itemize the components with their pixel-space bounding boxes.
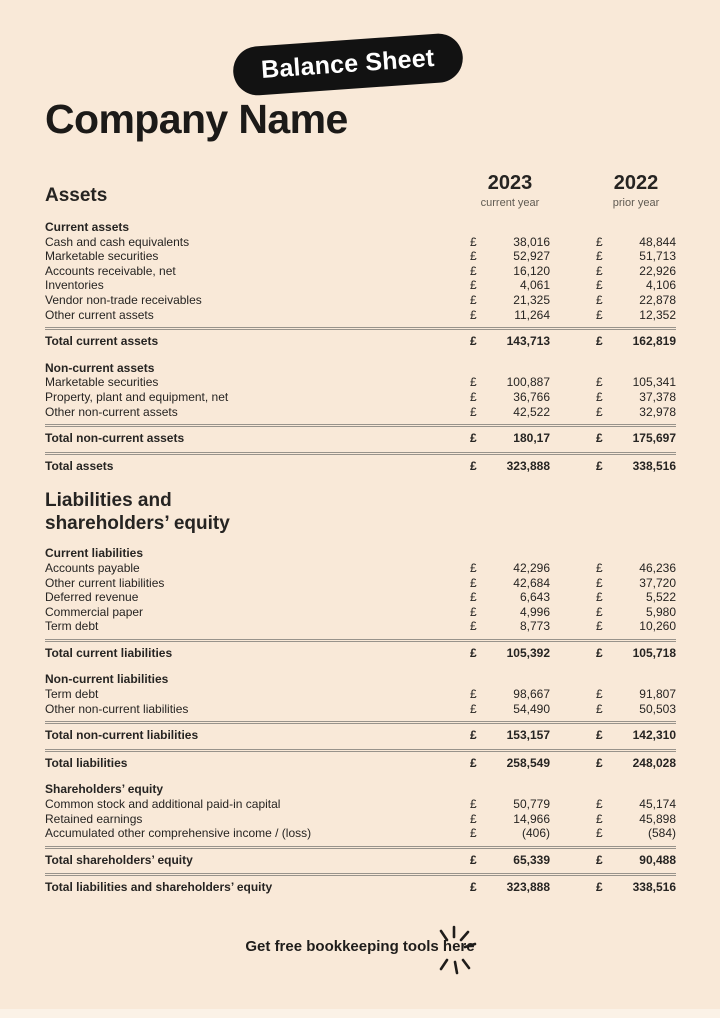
liabilities-title-line-1: Liabilities and bbox=[45, 490, 172, 512]
value-2022: 37,720 bbox=[639, 575, 676, 590]
value-2022: 37,378 bbox=[639, 389, 676, 404]
row-label: Marketable securities bbox=[45, 375, 159, 390]
total-row bbox=[45, 327, 676, 350]
currency-symbol-2022: £ bbox=[596, 307, 603, 322]
year-2022-label: 2022 bbox=[613, 172, 659, 194]
value-2023: 8,773 bbox=[519, 619, 550, 634]
row-label: Marketable securities bbox=[45, 249, 159, 264]
row-label: Vendor non-trade receivables bbox=[45, 292, 202, 307]
currency-symbol-2023: £ bbox=[470, 458, 477, 473]
table-row bbox=[45, 576, 676, 591]
table-row bbox=[45, 264, 676, 279]
company-name-title: Company Name bbox=[45, 96, 348, 142]
footer-cta[interactable]: Get free bookkeeping tools here bbox=[245, 938, 475, 955]
currency-symbol-2023: £ bbox=[470, 307, 477, 322]
page-bottom-strip bbox=[0, 1009, 720, 1018]
currency-symbol-2022: £ bbox=[596, 728, 603, 743]
table-row bbox=[45, 405, 676, 420]
value-2022: 90,488 bbox=[639, 852, 676, 867]
currency-symbol-2023: £ bbox=[470, 852, 477, 867]
value-2022: 4,106 bbox=[645, 278, 676, 293]
total-row bbox=[45, 721, 676, 744]
column-header-2023 bbox=[470, 172, 550, 209]
value-2022: 51,713 bbox=[639, 249, 676, 264]
table-row bbox=[45, 375, 676, 390]
value-2022: 45,174 bbox=[639, 797, 676, 812]
row-label: Total current assets bbox=[45, 334, 159, 349]
currency-symbol-2023: £ bbox=[470, 389, 477, 404]
row-label: Total shareholders’ equity bbox=[45, 852, 193, 867]
currency-symbol-2022: £ bbox=[596, 278, 603, 293]
currency-symbol-2022: £ bbox=[596, 604, 603, 619]
row-label: Deferred revenue bbox=[45, 590, 139, 605]
row-label: Total non-current liabilities bbox=[45, 728, 199, 743]
currency-symbol-2023: £ bbox=[470, 728, 477, 743]
row-label: Other current liabilities bbox=[45, 575, 165, 590]
value-2022: 45,898 bbox=[639, 811, 676, 826]
currency-symbol-2022: £ bbox=[596, 560, 603, 575]
table-row bbox=[45, 619, 676, 634]
table-row bbox=[45, 249, 676, 264]
row-label: Total liabilities bbox=[45, 755, 128, 770]
currency-symbol-2023: £ bbox=[470, 811, 477, 826]
table-header bbox=[45, 172, 676, 209]
currency-symbol-2022: £ bbox=[596, 755, 603, 770]
table-row bbox=[45, 590, 676, 605]
group-label: Current assets bbox=[45, 220, 130, 234]
total-row bbox=[45, 639, 676, 662]
row-label: Accumulated other comprehensive income / (loss) bbox=[45, 826, 312, 841]
value-2023: 21,325 bbox=[513, 292, 550, 307]
currency-symbol-2023: £ bbox=[470, 645, 477, 660]
currency-symbol-2023: £ bbox=[470, 234, 477, 249]
value-2023: 6,643 bbox=[519, 590, 550, 605]
currency-symbol-2023: £ bbox=[470, 278, 477, 293]
currency-symbol-2023: £ bbox=[470, 292, 477, 307]
value-2023: 42,296 bbox=[513, 560, 550, 575]
liabilities-equity-section bbox=[45, 546, 676, 896]
table-row bbox=[45, 687, 676, 702]
currency-symbol-2023: £ bbox=[470, 619, 477, 634]
balance-sheet-badge bbox=[232, 32, 464, 97]
group-label: Current liabilities bbox=[45, 546, 144, 561]
row-label: Other current assets bbox=[45, 307, 154, 322]
current-year-sublabel: current year bbox=[480, 197, 540, 209]
currency-symbol-2023: £ bbox=[470, 431, 477, 446]
currency-symbol-2022: £ bbox=[596, 263, 603, 278]
sparkle-burst-icon bbox=[428, 920, 484, 982]
value-2022: 12,352 bbox=[639, 307, 676, 322]
currency-symbol-2023: £ bbox=[470, 375, 477, 390]
row-label: Accounts receivable, net bbox=[45, 263, 176, 278]
value-2023: 38,016 bbox=[513, 234, 550, 249]
table-row bbox=[45, 812, 676, 827]
group-label: Non-current assets bbox=[45, 360, 155, 375]
value-2022: 91,807 bbox=[639, 687, 676, 702]
currency-symbol-2022: £ bbox=[596, 334, 603, 349]
currency-symbol-2022: £ bbox=[596, 811, 603, 826]
value-2023: (406) bbox=[521, 826, 550, 841]
value-2022: 175,697 bbox=[632, 431, 676, 446]
currency-symbol-2022: £ bbox=[596, 575, 603, 590]
currency-symbol-2022: £ bbox=[596, 234, 603, 249]
section-title-assets: Assets bbox=[45, 185, 108, 206]
column-header-2022 bbox=[596, 172, 676, 209]
currency-symbol-2023: £ bbox=[470, 826, 477, 841]
currency-symbol-2023: £ bbox=[470, 334, 477, 349]
currency-symbol-2023: £ bbox=[470, 604, 477, 619]
row-label: Property, plant and equipment, net bbox=[45, 389, 229, 404]
table-row bbox=[45, 826, 676, 841]
currency-symbol-2022: £ bbox=[596, 458, 603, 473]
value-2023: 4,061 bbox=[519, 278, 550, 293]
value-2022: 248,028 bbox=[632, 755, 676, 770]
value-2023: 14,966 bbox=[513, 811, 550, 826]
currency-symbol-2023: £ bbox=[470, 701, 477, 716]
value-2023: 100,887 bbox=[506, 375, 550, 390]
value-2022: 5,980 bbox=[645, 604, 676, 619]
table-row bbox=[45, 390, 676, 405]
table-row bbox=[45, 561, 676, 576]
currency-symbol-2022: £ bbox=[596, 619, 603, 634]
row-label: Total liabilities and shareholders’ equity bbox=[45, 880, 273, 895]
value-2022: 22,878 bbox=[639, 292, 676, 307]
currency-symbol-2023: £ bbox=[470, 880, 477, 895]
value-2023: 42,684 bbox=[513, 575, 550, 590]
row-label: Accounts payable bbox=[45, 560, 140, 575]
value-2023: 258,549 bbox=[506, 755, 550, 770]
value-2022: (584) bbox=[647, 826, 676, 841]
table-row bbox=[45, 293, 676, 308]
currency-symbol-2022: £ bbox=[596, 852, 603, 867]
prior-year-sublabel: prior year bbox=[612, 197, 660, 209]
value-2022: 22,926 bbox=[639, 263, 676, 278]
table-row bbox=[45, 605, 676, 620]
value-2023: 42,522 bbox=[513, 404, 550, 419]
value-2023: 105,392 bbox=[506, 645, 550, 660]
row-label: Inventories bbox=[45, 278, 104, 293]
value-2022: 5,522 bbox=[645, 590, 676, 605]
value-2023: 323,888 bbox=[506, 458, 550, 473]
value-2022: 46,236 bbox=[639, 560, 676, 575]
row-label: Cash and cash equivalents bbox=[45, 234, 190, 249]
currency-symbol-2022: £ bbox=[596, 431, 603, 446]
value-2023: 54,490 bbox=[513, 701, 550, 716]
group-label: Shareholders’ equity bbox=[45, 782, 164, 797]
row-label: Total current liabilities bbox=[45, 645, 173, 660]
value-2022: 10,260 bbox=[639, 619, 676, 634]
value-2022: 105,718 bbox=[632, 645, 676, 660]
currency-symbol-2022: £ bbox=[596, 687, 603, 702]
value-2023: 153,157 bbox=[506, 728, 550, 743]
currency-symbol-2022: £ bbox=[596, 404, 603, 419]
value-2023: 65,339 bbox=[513, 852, 550, 867]
table-row bbox=[45, 797, 676, 812]
row-label: Term debt bbox=[45, 687, 99, 702]
value-2022: 162,819 bbox=[632, 334, 676, 349]
year-2023-label: 2023 bbox=[487, 172, 533, 194]
total-row bbox=[45, 873, 676, 896]
value-2023: 11,264 bbox=[514, 307, 550, 322]
table-row bbox=[45, 235, 676, 250]
currency-symbol-2022: £ bbox=[596, 797, 603, 812]
currency-symbol-2022: £ bbox=[596, 701, 603, 716]
row-label: Other non-current assets bbox=[45, 404, 178, 419]
assets-section bbox=[45, 220, 676, 474]
currency-symbol-2023: £ bbox=[470, 404, 477, 419]
balance-sheet-table bbox=[45, 172, 676, 896]
total-row bbox=[45, 424, 676, 447]
table-row bbox=[45, 278, 676, 293]
group-label: Non-current liabilities bbox=[45, 672, 169, 687]
currency-symbol-2023: £ bbox=[470, 575, 477, 590]
table-row bbox=[45, 308, 676, 323]
total-row bbox=[45, 452, 676, 475]
value-2022: 50,503 bbox=[639, 701, 676, 716]
value-2022: 338,516 bbox=[632, 458, 676, 473]
row-label: Total non-current assets bbox=[45, 431, 185, 446]
liabilities-title-line-2: shareholders’ equity bbox=[45, 513, 230, 535]
currency-symbol-2023: £ bbox=[470, 590, 477, 605]
row-label: Total assets bbox=[45, 458, 114, 473]
badge-label: Balance Sheet bbox=[260, 43, 436, 85]
row-label: Other non-current liabilities bbox=[45, 701, 189, 716]
value-2023: 36,766 bbox=[513, 389, 550, 404]
currency-symbol-2022: £ bbox=[596, 645, 603, 660]
value-2023: 52,927 bbox=[513, 249, 550, 264]
value-2023: 98,667 bbox=[513, 687, 550, 702]
value-2023: 16,120 bbox=[513, 263, 550, 278]
value-2023: 143,713 bbox=[506, 334, 550, 349]
value-2022: 48,844 bbox=[639, 234, 676, 249]
row-label: Retained earnings bbox=[45, 811, 143, 826]
currency-symbol-2022: £ bbox=[596, 292, 603, 307]
currency-symbol-2023: £ bbox=[470, 687, 477, 702]
total-row bbox=[45, 846, 676, 869]
currency-symbol-2022: £ bbox=[596, 249, 603, 264]
value-2023: 50,779 bbox=[513, 797, 550, 812]
row-label: Commercial paper bbox=[45, 604, 144, 619]
currency-symbol-2022: £ bbox=[596, 880, 603, 895]
value-2023: 4,996 bbox=[519, 604, 550, 619]
value-2022: 105,341 bbox=[632, 375, 676, 390]
value-2022: 142,310 bbox=[632, 728, 676, 743]
value-2022: 338,516 bbox=[632, 880, 676, 895]
currency-symbol-2022: £ bbox=[596, 826, 603, 841]
currency-symbol-2023: £ bbox=[470, 797, 477, 812]
value-2023: 323,888 bbox=[506, 880, 550, 895]
value-2023: 180,17 bbox=[513, 431, 550, 446]
currency-symbol-2023: £ bbox=[470, 249, 477, 264]
total-row bbox=[45, 749, 676, 772]
row-label: Term debt bbox=[45, 619, 99, 634]
currency-symbol-2023: £ bbox=[470, 263, 477, 278]
section-title-liabilities-equity bbox=[45, 489, 676, 535]
value-2022: 32,978 bbox=[639, 404, 676, 419]
currency-symbol-2022: £ bbox=[596, 375, 603, 390]
table-row bbox=[45, 702, 676, 717]
currency-symbol-2022: £ bbox=[596, 590, 603, 605]
currency-symbol-2023: £ bbox=[470, 755, 477, 770]
currency-symbol-2023: £ bbox=[470, 560, 477, 575]
currency-symbol-2022: £ bbox=[596, 389, 603, 404]
row-label: Common stock and additional paid-in capital bbox=[45, 797, 281, 812]
